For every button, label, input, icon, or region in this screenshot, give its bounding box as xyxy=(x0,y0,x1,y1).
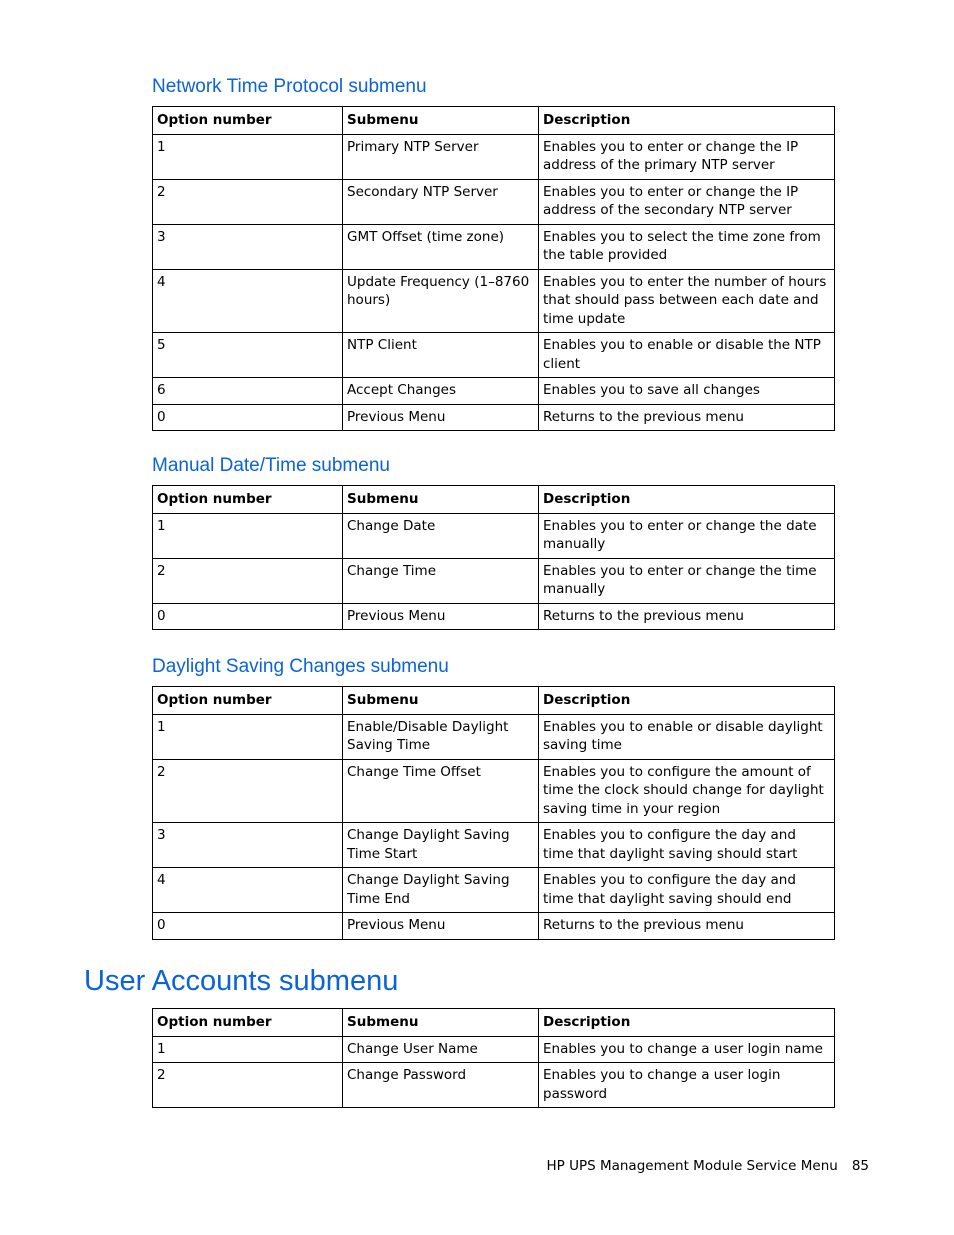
option-number-cell: 4 xyxy=(153,269,343,333)
submenu-cell: Change User Name xyxy=(343,1036,539,1063)
table-header-row xyxy=(153,486,835,514)
description-cell: Returns to the previous menu xyxy=(539,913,835,940)
description-cell: Enables you to configure the day and time that daylight saving should end xyxy=(539,868,835,913)
page-number: 85 xyxy=(851,1158,869,1174)
section-title-dst: Daylight Saving Changes submenu xyxy=(152,656,449,677)
description-cell: Enables you to enter or change the time manually xyxy=(539,558,835,603)
header-submenu: Submenu xyxy=(343,687,539,715)
table-row xyxy=(153,134,835,179)
submenu-cell: Change Password xyxy=(343,1063,539,1108)
table-header-row xyxy=(153,107,835,135)
option-number-cell: 1 xyxy=(153,714,343,759)
header-description: Description xyxy=(539,1009,835,1037)
option-number-cell: 5 xyxy=(153,333,343,378)
table-row xyxy=(153,404,835,431)
header-option-number: Option number xyxy=(153,486,343,514)
header-option-number: Option number xyxy=(153,107,343,135)
table-row xyxy=(153,913,835,940)
table-row xyxy=(153,224,835,269)
option-number-cell: 0 xyxy=(153,913,343,940)
submenu-cell: Secondary NTP Server xyxy=(343,179,539,224)
option-number-cell: 0 xyxy=(153,603,343,630)
section-title-manual: Manual Date/Time submenu xyxy=(152,455,390,476)
submenu-cell: Previous Menu xyxy=(343,603,539,630)
description-cell: Enables you to enter the number of hours that should pass between each date and time update xyxy=(539,269,835,333)
description-cell: Enables you to enter or change the IP address of the primary NTP server xyxy=(539,134,835,179)
header-submenu: Submenu xyxy=(343,1009,539,1037)
user-accounts-table xyxy=(152,1008,835,1108)
table-row xyxy=(153,333,835,378)
option-number-cell: 2 xyxy=(153,179,343,224)
header-description: Description xyxy=(539,486,835,514)
header-description: Description xyxy=(539,107,835,135)
option-number-cell: 3 xyxy=(153,224,343,269)
footer-title: HP UPS Management Module Service Menu xyxy=(546,1158,838,1174)
option-number-cell: 2 xyxy=(153,759,343,823)
submenu-cell: Primary NTP Server xyxy=(343,134,539,179)
section-title-ntp: Network Time Protocol submenu xyxy=(152,76,427,97)
option-number-cell: 6 xyxy=(153,378,343,405)
option-number-cell: 1 xyxy=(153,513,343,558)
header-option-number: Option number xyxy=(153,687,343,715)
table-header-row xyxy=(153,1009,835,1037)
description-cell: Enables you to change a user login name xyxy=(539,1036,835,1063)
table-row xyxy=(153,603,835,630)
daylight-saving-table xyxy=(152,686,835,940)
description-cell: Enables you to configure the amount of time the clock should change for daylight saving time in your region xyxy=(539,759,835,823)
description-cell: Enables you to save all changes xyxy=(539,378,835,405)
header-option-number: Option number xyxy=(153,1009,343,1037)
option-number-cell: 1 xyxy=(153,1036,343,1063)
option-number-cell: 2 xyxy=(153,558,343,603)
submenu-cell: Change Time Offset xyxy=(343,759,539,823)
submenu-cell: Accept Changes xyxy=(343,378,539,405)
table-row xyxy=(153,269,835,333)
description-cell: Returns to the previous menu xyxy=(539,404,835,431)
submenu-cell: Enable/Disable Daylight Saving Time xyxy=(343,714,539,759)
description-cell: Enables you to enable or disable daylight saving time xyxy=(539,714,835,759)
header-submenu: Submenu xyxy=(343,107,539,135)
option-number-cell: 2 xyxy=(153,1063,343,1108)
table-row xyxy=(153,759,835,823)
header-submenu: Submenu xyxy=(343,486,539,514)
table-row xyxy=(153,714,835,759)
description-cell: Enables you to change a user login password xyxy=(539,1063,835,1108)
table-row xyxy=(153,1036,835,1063)
section-title-users: User Accounts submenu xyxy=(84,965,399,997)
table-row xyxy=(153,513,835,558)
submenu-cell: Change Date xyxy=(343,513,539,558)
manual-datetime-table xyxy=(152,485,835,630)
table-row xyxy=(153,868,835,913)
description-cell: Enables you to configure the day and time that daylight saving should start xyxy=(539,823,835,868)
submenu-cell: Previous Menu xyxy=(343,404,539,431)
submenu-cell: Change Daylight Saving Time Start xyxy=(343,823,539,868)
submenu-cell: Update Frequency (1–8760 hours) xyxy=(343,269,539,333)
submenu-cell: Change Daylight Saving Time End xyxy=(343,868,539,913)
ntp-submenu-table xyxy=(152,106,835,431)
table-row xyxy=(153,558,835,603)
submenu-cell: NTP Client xyxy=(343,333,539,378)
page-footer xyxy=(546,1158,869,1174)
option-number-cell: 4 xyxy=(153,868,343,913)
table-header-row xyxy=(153,687,835,715)
submenu-cell: GMT Offset (time zone) xyxy=(343,224,539,269)
table-row xyxy=(153,1063,835,1108)
table-row xyxy=(153,823,835,868)
description-cell: Enables you to enter or change the IP address of the secondary NTP server xyxy=(539,179,835,224)
header-description: Description xyxy=(539,687,835,715)
option-number-cell: 0 xyxy=(153,404,343,431)
option-number-cell: 3 xyxy=(153,823,343,868)
description-cell: Enables you to enter or change the date manually xyxy=(539,513,835,558)
table-row xyxy=(153,378,835,405)
option-number-cell: 1 xyxy=(153,134,343,179)
submenu-cell: Previous Menu xyxy=(343,913,539,940)
description-cell: Enables you to select the time zone from the table provided xyxy=(539,224,835,269)
submenu-cell: Change Time xyxy=(343,558,539,603)
description-cell: Returns to the previous menu xyxy=(539,603,835,630)
table-row xyxy=(153,179,835,224)
description-cell: Enables you to enable or disable the NTP client xyxy=(539,333,835,378)
